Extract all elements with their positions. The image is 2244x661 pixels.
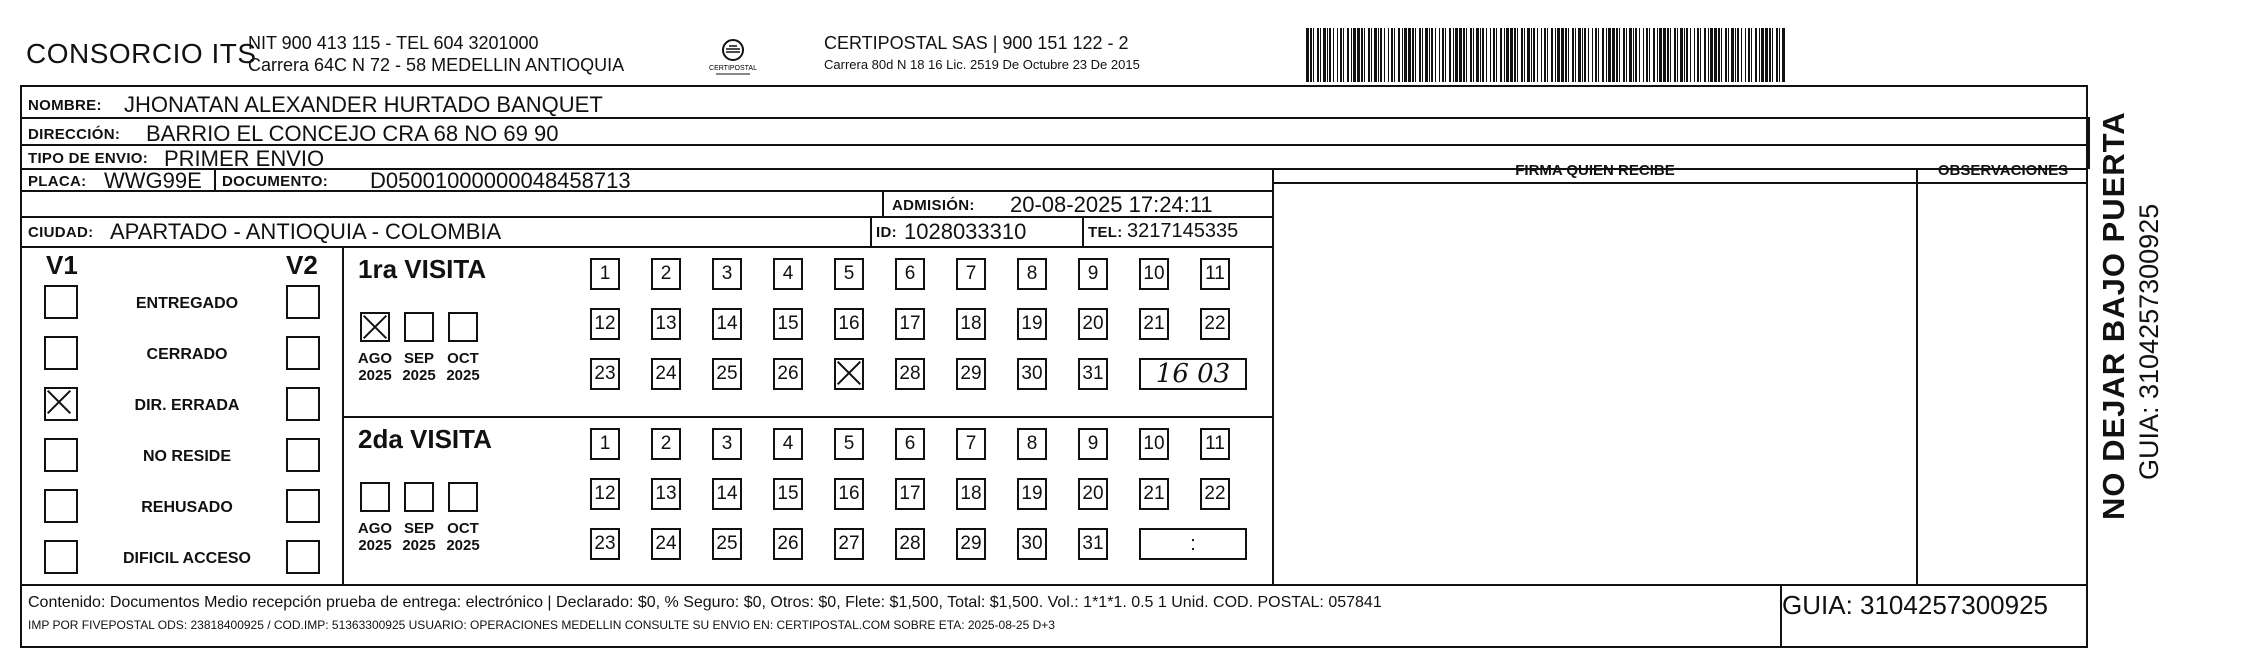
month-label	[397, 350, 441, 384]
month-year: 2025	[402, 367, 436, 384]
certipostal-info	[824, 32, 1140, 76]
nit-line: NIT 900 413 115 - TEL 604 3201000	[248, 33, 539, 53]
time-box[interactable]: :	[1139, 528, 1247, 560]
recipient-address: BARRIO EL CONCEJO CRA 68 NO 69 90	[146, 121, 559, 146]
day-box[interactable]: 9	[1078, 428, 1108, 460]
day-box[interactable]: 5	[834, 428, 864, 460]
company-info	[248, 32, 624, 76]
tel-value: 3217145335	[1127, 220, 1239, 242]
day-box[interactable]: 8	[1017, 258, 1047, 290]
month-label	[353, 350, 397, 384]
v1-checkbox[interactable]	[44, 438, 78, 472]
day-box[interactable]: 23	[590, 528, 620, 560]
time-box[interactable]	[1139, 358, 1247, 390]
v1-checkbox[interactable]	[44, 336, 78, 370]
day-box[interactable]: 1	[590, 428, 620, 460]
v2-checkbox[interactable]	[286, 336, 320, 370]
month-year: 2025	[402, 537, 436, 554]
month-checkbox[interactable]	[404, 482, 434, 512]
v1-header: V1	[46, 250, 78, 280]
month-year: 2025	[358, 537, 392, 554]
admision-value: 20-08-2025 17:24:11	[1010, 192, 1213, 217]
id-label: ID:	[876, 224, 897, 241]
certipostal-logo	[709, 36, 757, 80]
day-box[interactable]: 29	[956, 528, 986, 560]
guia-number: GUIA: 3104257300925	[1782, 590, 2048, 620]
v2-checkbox[interactable]	[286, 285, 320, 319]
footer-contents: Contenido: Documentos Medio recepción prueba de entrega: electrónico | Declarado: $0, % Seguro: $0, Otros: $0, Flete: $1,500, Total: $1,500. Vol.: 1*1*1. 0.5 1 Unid. COD. POSTAL: 057841	[28, 594, 1382, 611]
cert-line: CERTIPOSTAL SAS | 900 151 122 - 2	[824, 33, 1129, 53]
day-box[interactable]: 28	[895, 528, 925, 560]
option-label: NO RESIDE	[142, 448, 231, 465]
month-checkbox[interactable]	[448, 482, 478, 512]
recipient-name: JHONATAN ALEXANDER HURTADO BANQUET	[124, 92, 603, 117]
month-checkbox[interactable]	[360, 312, 390, 342]
day-box[interactable]: 17	[895, 308, 925, 340]
day-box[interactable]: 8	[1017, 428, 1047, 460]
day-box[interactable]: 26	[773, 358, 803, 390]
month-name: OCT	[447, 350, 479, 367]
day-box[interactable]: 7	[956, 258, 986, 290]
option-label: DIR. ERRADA	[134, 397, 240, 414]
day-box[interactable]: 2	[651, 258, 681, 290]
day-box[interactable]: 30	[1017, 358, 1047, 390]
day-box[interactable]: 11	[1200, 428, 1230, 460]
visit2-title: 2da VISITA	[358, 424, 492, 454]
day-box[interactable]: 10	[1139, 428, 1169, 460]
month-name: AGO	[357, 520, 393, 537]
side-guia: GUIA: 3104257300925	[2134, 203, 2164, 480]
day-box[interactable]: 20	[1078, 308, 1108, 340]
day-box[interactable]: 22	[1200, 308, 1230, 340]
placa-label: PLACA:	[28, 173, 87, 190]
day-box[interactable]: 13	[651, 308, 681, 340]
day-box[interactable]: 5	[834, 258, 864, 290]
day-box[interactable]: 21	[1139, 308, 1169, 340]
month-year: 2025	[446, 367, 480, 384]
barcode-bar	[1785, 28, 1786, 82]
day-box[interactable]: 10	[1139, 258, 1169, 290]
v2-checkbox[interactable]	[286, 438, 320, 472]
month-checkbox[interactable]	[404, 312, 434, 342]
month-year: 2025	[358, 367, 392, 384]
day-box[interactable]: 14	[712, 478, 742, 510]
day-box[interactable]: 29	[956, 358, 986, 390]
day-box[interactable]: 9	[1078, 258, 1108, 290]
month-name: AGO	[357, 350, 393, 367]
day-box[interactable]: 1	[590, 258, 620, 290]
ciudad-label: CIUDAD:	[28, 224, 94, 241]
day-box[interactable]: 28	[895, 358, 925, 390]
month-name: OCT	[447, 520, 479, 537]
month-checkbox[interactable]	[360, 482, 390, 512]
observaciones-header: OBSERVACIONES	[1937, 162, 2069, 179]
day-box[interactable]: 19	[1017, 308, 1047, 340]
day-box[interactable]: 14	[712, 308, 742, 340]
day-box[interactable]: 12	[590, 478, 620, 510]
nombre-label: NOMBRE:	[28, 97, 102, 114]
day-box[interactable]: 27	[834, 528, 864, 560]
firma-header: FIRMA QUIEN RECIBE	[1515, 162, 1675, 179]
v2-checkbox[interactable]	[286, 387, 320, 421]
handwritten-time: 16 03	[1155, 359, 1231, 389]
documento-value: D05001000000048458713	[370, 168, 631, 193]
placa-value: WWG99E	[104, 168, 202, 193]
logo-caption: CERTIPOSTAL	[709, 65, 757, 72]
admision-label: ADMISIÓN:	[892, 197, 975, 214]
day-box[interactable]: 26	[773, 528, 803, 560]
day-box[interactable]: 20	[1078, 478, 1108, 510]
v2-header: V2	[286, 250, 318, 280]
company-name: CONSORCIO ITS	[26, 38, 257, 69]
day-box[interactable]: 15	[773, 308, 803, 340]
day-box[interactable]: 15	[773, 478, 803, 510]
day-box[interactable]: 2	[651, 428, 681, 460]
day-box[interactable]: 19	[1017, 478, 1047, 510]
day-box[interactable]: 24	[651, 528, 681, 560]
v2-checkbox[interactable]	[286, 489, 320, 523]
option-label: ENTREGADO	[135, 295, 239, 312]
documento-label: DOCUMENTO:	[222, 173, 329, 190]
v1-checkbox[interactable]	[44, 285, 78, 319]
day-box[interactable]: 25	[712, 528, 742, 560]
month-name: SEP	[403, 520, 434, 537]
v1-checkbox[interactable]	[44, 387, 78, 421]
month-checkbox[interactable]	[448, 312, 478, 342]
option-label: REHUSADO	[141, 499, 233, 516]
visit1-title: 1ra VISITA	[358, 254, 487, 284]
day-box[interactable]: 4	[773, 258, 803, 290]
ciudad-value: APARTADO - ANTIOQUIA - COLOMBIA	[110, 219, 502, 244]
option-label: DIFICIL ACCESO	[122, 550, 251, 567]
cert-address: Carrera 80d N 18 16 Lic. 2519 De Octubre 23 De 2015	[824, 57, 1140, 72]
v1-checkbox[interactable]	[44, 540, 78, 574]
side-notice: NO DEJAR BAJO PUERTA	[2096, 111, 2131, 520]
day-box[interactable]: 18	[956, 478, 986, 510]
day-box[interactable]: 22	[1200, 478, 1230, 510]
day-box[interactable]	[834, 358, 864, 390]
v2-checkbox[interactable]	[286, 540, 320, 574]
day-box[interactable]: 4	[773, 428, 803, 460]
month-label	[441, 520, 485, 554]
month-label	[397, 520, 441, 554]
month-name: SEP	[403, 350, 434, 367]
day-box[interactable]: 16	[834, 478, 864, 510]
v1-checkbox[interactable]	[44, 489, 78, 523]
day-box[interactable]: 12	[590, 308, 620, 340]
id-value: 1028033310	[904, 219, 1027, 244]
option-label: CERRADO	[146, 346, 228, 363]
month-year: 2025	[446, 537, 480, 554]
day-box[interactable]: 6	[895, 428, 925, 460]
day-box[interactable]: 31	[1078, 358, 1108, 390]
day-box[interactable]: 13	[651, 478, 681, 510]
day-box[interactable]: 11	[1200, 258, 1230, 290]
tipo-envio: PRIMER ENVIO	[164, 146, 325, 171]
month-label	[441, 350, 485, 384]
day-box[interactable]: 7	[956, 428, 986, 460]
day-box[interactable]: 25	[712, 358, 742, 390]
day-box[interactable]: 21	[1139, 478, 1169, 510]
footer-print-info: IMP POR FIVEPOSTAL ODS: 23818400925 / COD.IMP: 51363300925 USUARIO: OPERACIONES MEDELLIN CONSULTE SU ENVIO EN: CERTIPOSTAL.COM SOBRE ETA: 2025-08-25 D+3	[28, 618, 1055, 632]
day-box[interactable]: 17	[895, 478, 925, 510]
day-box[interactable]: 18	[956, 308, 986, 340]
barcode	[1306, 28, 1938, 82]
direccion-label: DIRECCIÓN:	[28, 126, 121, 143]
tipo-envio-label: TIPO DE ENVIO:	[28, 150, 149, 167]
day-box[interactable]: 23	[590, 358, 620, 390]
day-box[interactable]: 24	[651, 358, 681, 390]
day-box[interactable]: 3	[712, 428, 742, 460]
day-box[interactable]: 3	[712, 258, 742, 290]
day-box[interactable]: 30	[1017, 528, 1047, 560]
day-box[interactable]: 31	[1078, 528, 1108, 560]
month-label	[353, 520, 397, 554]
day-box[interactable]: 16	[834, 308, 864, 340]
company-address: Carrera 64C N 72 - 58 MEDELLIN ANTIOQUIA	[248, 55, 625, 75]
day-box[interactable]: 6	[895, 258, 925, 290]
tel-label: TEL:	[1088, 224, 1123, 241]
